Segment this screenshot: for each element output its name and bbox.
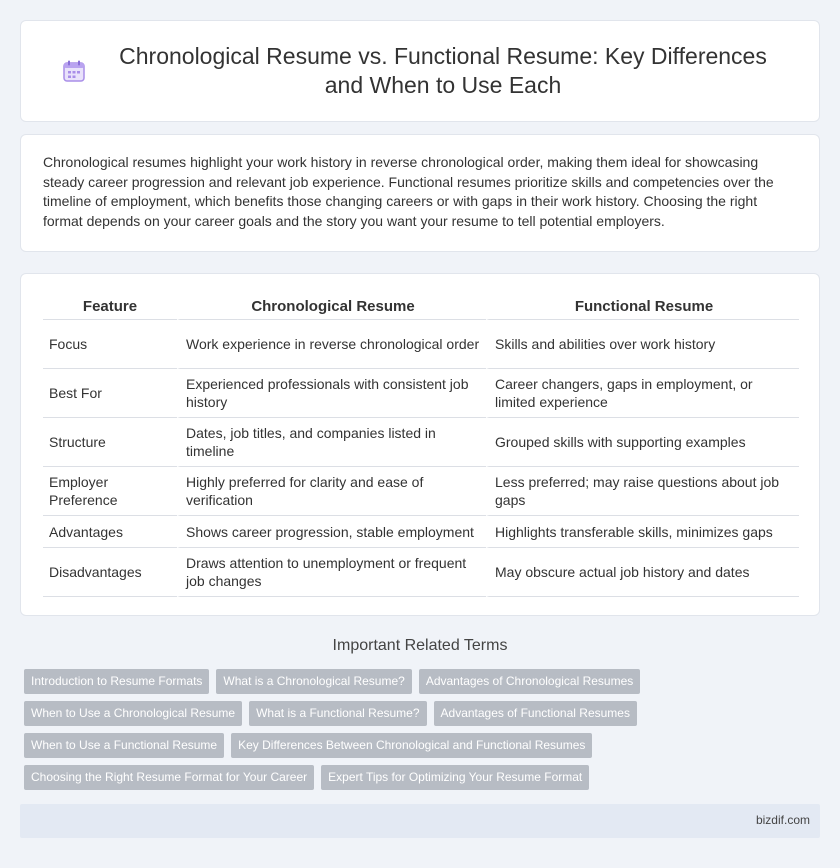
column-header-feature: Feature [43, 294, 177, 320]
related-term-tag[interactable]: Introduction to Resume Formats [24, 669, 209, 694]
related-term-tag[interactable]: What is a Chronological Resume? [216, 669, 411, 694]
calendar-icon [61, 58, 87, 84]
table-cell-feature: Best For [43, 369, 177, 418]
intro-card [20, 134, 820, 252]
footer [20, 804, 820, 838]
table-cell-chronological: Dates, job titles, and companies listed in timeline [177, 418, 486, 467]
table-cell-feature: Advantages [43, 516, 177, 548]
table-cell-chronological: Highly preferred for clarity and ease of verification [177, 467, 486, 516]
table-header-row [43, 294, 799, 320]
table-row [43, 467, 799, 516]
related-terms-heading: Important Related Terms [332, 637, 508, 654]
related-term-tag[interactable]: Choosing the Right Resume Format for Your Career [24, 765, 314, 790]
related-terms-list [24, 669, 824, 797]
table-cell-functional: Highlights transferable skills, minimizes gaps [486, 516, 799, 548]
table-cell-feature: Structure [43, 418, 177, 467]
table-cell-functional: May obscure actual job history and dates [486, 548, 799, 597]
table-row [43, 320, 799, 369]
table-cell-functional: Grouped skills with supporting examples [486, 418, 799, 467]
table-row [43, 548, 799, 597]
related-term-tag[interactable]: When to Use a Functional Resume [24, 733, 224, 758]
related-term-tag[interactable]: Advantages of Functional Resumes [434, 701, 637, 726]
column-header-chronological: Chronological Resume [177, 294, 486, 320]
table-cell-feature: Focus [43, 320, 177, 369]
comparison-table [43, 294, 799, 597]
table-cell-feature: Disadvantages [43, 548, 177, 597]
table-cell-functional: Less preferred; may raise questions about job gaps [486, 467, 799, 516]
table-cell-feature: Employer Preference [43, 467, 177, 516]
column-header-functional: Functional Resume [486, 294, 799, 320]
table-cell-chronological: Draws attention to unemployment or frequent job changes [177, 548, 486, 597]
comparison-table-card [20, 273, 820, 616]
table-cell-chronological: Work experience in reverse chronological order [177, 320, 486, 369]
table-cell-functional: Skills and abilities over work history [486, 320, 799, 369]
table-row [43, 369, 799, 418]
intro-paragraph: Chronological resumes highlight your work history in reverse chronological order, making them ideal for showcasing steady career progression and relevant job experience. Functional resumes prioritize skills and competencies over the timeline of employment, which benefits those changing careers or with gaps in their work history. Choosing the right format depends on your career goals and the story you want your resume to tell potential employers. [43, 154, 774, 229]
related-term-tag[interactable]: When to Use a Chronological Resume [24, 701, 242, 726]
page-title: Chronological Resume vs. Functional Resume: Key Differences and When to Use Each [119, 43, 767, 98]
table-cell-chronological: Shows career progression, stable employment [177, 516, 486, 548]
related-term-tag[interactable]: Advantages of Chronological Resumes [419, 669, 640, 694]
table-cell-chronological: Experienced professionals with consistent job history [177, 369, 486, 418]
table-row [43, 418, 799, 467]
related-term-tag[interactable]: Expert Tips for Optimizing Your Resume Format [321, 765, 589, 790]
table-cell-functional: Career changers, gaps in employment, or limited experience [486, 369, 799, 418]
related-term-tag[interactable]: Key Differences Between Chronological and Functional Resumes [231, 733, 592, 758]
related-term-tag[interactable]: What is a Functional Resume? [249, 701, 426, 726]
header-card [20, 20, 820, 122]
table-row [43, 516, 799, 548]
site-name[interactable]: bizdif.com [755, 813, 810, 827]
